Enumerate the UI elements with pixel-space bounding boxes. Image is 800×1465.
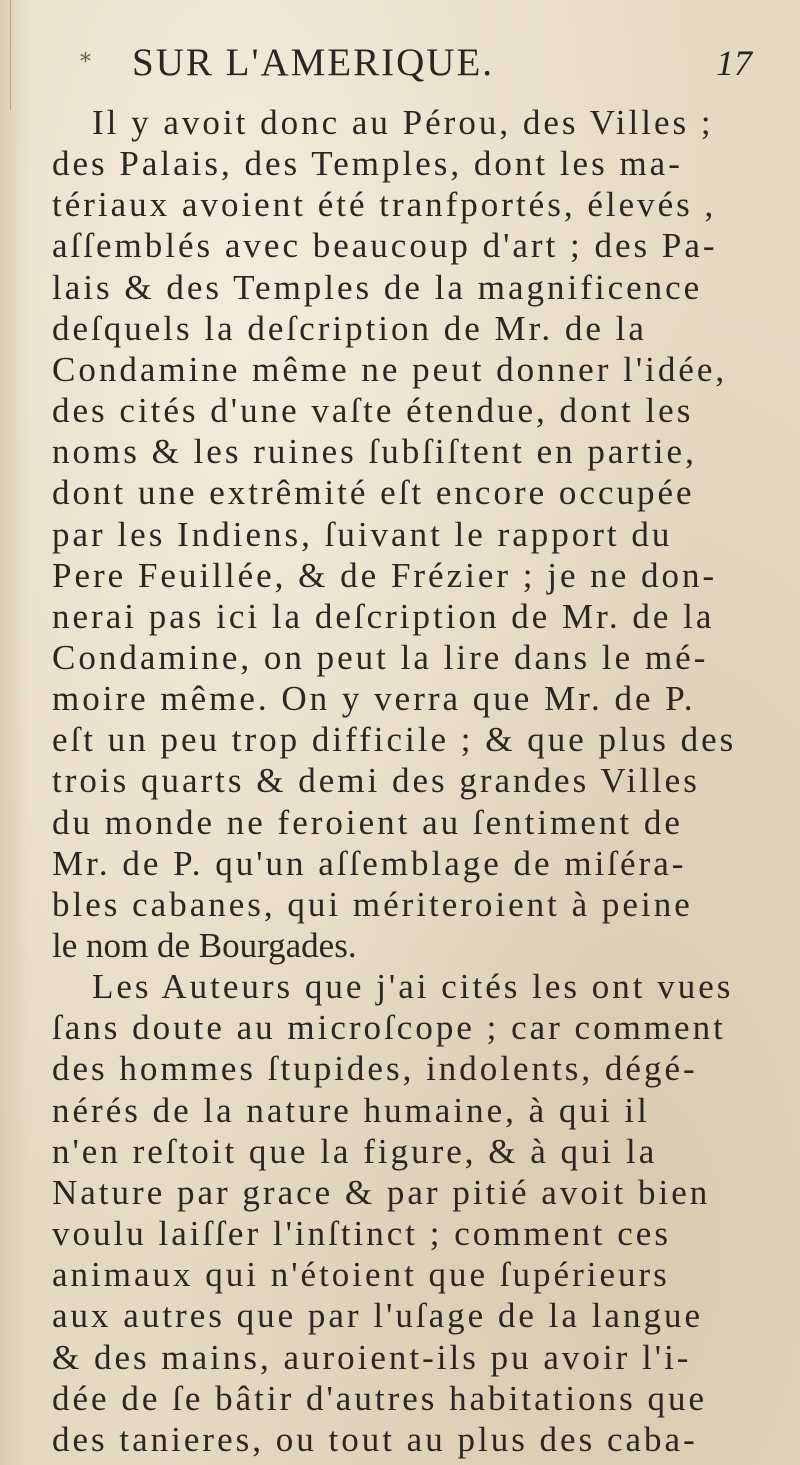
text-line: trois quarts & demi des grandes Villes (52, 761, 700, 801)
text-line: du monde ne feroient au ſentiment de (52, 802, 683, 842)
page-number: 17 (716, 43, 752, 83)
text-line: des hommes ſtupides, indolents, dégé- (52, 1049, 698, 1089)
text-line: bles cabanes, qui mériteroient à peine (52, 884, 693, 924)
printer-mark: * (80, 50, 91, 75)
text-line: Condamine même ne peut donner l'idée, (52, 349, 728, 389)
text-line: Nature par grace & par pitié avoit bien (52, 1172, 711, 1212)
text-line: Pere Feuillée, & de Frézier ; je ne don- (52, 555, 718, 595)
text-line: ſans doute au microſcope ; car comment (52, 1008, 726, 1048)
text-line: tériaux avoient été tranfportés, élevés , (52, 185, 717, 225)
text-line: voulu laiſſer l'inſtinct ; comment ces (52, 1214, 671, 1254)
text-line: des cités d'une vaſte étendue, dont les (52, 391, 694, 431)
text-line: animaux qui n'étoient que ſupérieurs (52, 1255, 670, 1295)
text-line: aux autres que par l'uſage de la langue (52, 1296, 703, 1336)
text-line: dont une extrêmité eſt encore occupée (52, 473, 695, 513)
text-line: Les Auteurs que j'ai cités les ont vues (92, 967, 734, 1007)
text-line: Condamine, on peut la lire dans le mé- (52, 637, 709, 677)
text-line: nérés de la nature humaine, à qui il (52, 1090, 650, 1130)
text-line: Mr. de P. qu'un aſſemblage de miſéra- (52, 843, 687, 883)
text-line: eſt un peu trop difficile ; & que plus des (52, 720, 737, 760)
text-line: des tanieres, ou tout au plus des caba- (52, 1419, 698, 1459)
text-line: & des mains, auroient-ils pu avoir l'i- (52, 1337, 692, 1377)
text-line: n'en reſtoit que la figure, & à qui la (52, 1131, 658, 1171)
text-line: noms & les ruines ſubſiſtent en partie, (52, 432, 697, 472)
text-line: deſquels la deſcription de Mr. de la (52, 308, 647, 348)
text-line: lais & des Temples de la magnificence (52, 267, 703, 307)
text-line: Il y avoit donc au Pérou, des Villes ; (92, 103, 714, 142)
text-line: nerai pas ici la deſcription de Mr. de la (52, 596, 715, 636)
running-title: SUR L'AMERIQUE. (132, 41, 495, 84)
text-line: des Palais, des Temples, dont les ma- (52, 144, 683, 184)
text-line: le nom de Bourgades. (52, 926, 357, 966)
text-line: par les Indiens, ſuivant le rapport du (52, 514, 673, 554)
text-line: dée de ſe bâtir d'autres habitations que (52, 1378, 707, 1418)
text-line: moire même. On y verra que Mr. de P. (52, 679, 696, 719)
text-line: aſſemblés avec beaucoup d'art ; des Pa- (52, 226, 718, 266)
